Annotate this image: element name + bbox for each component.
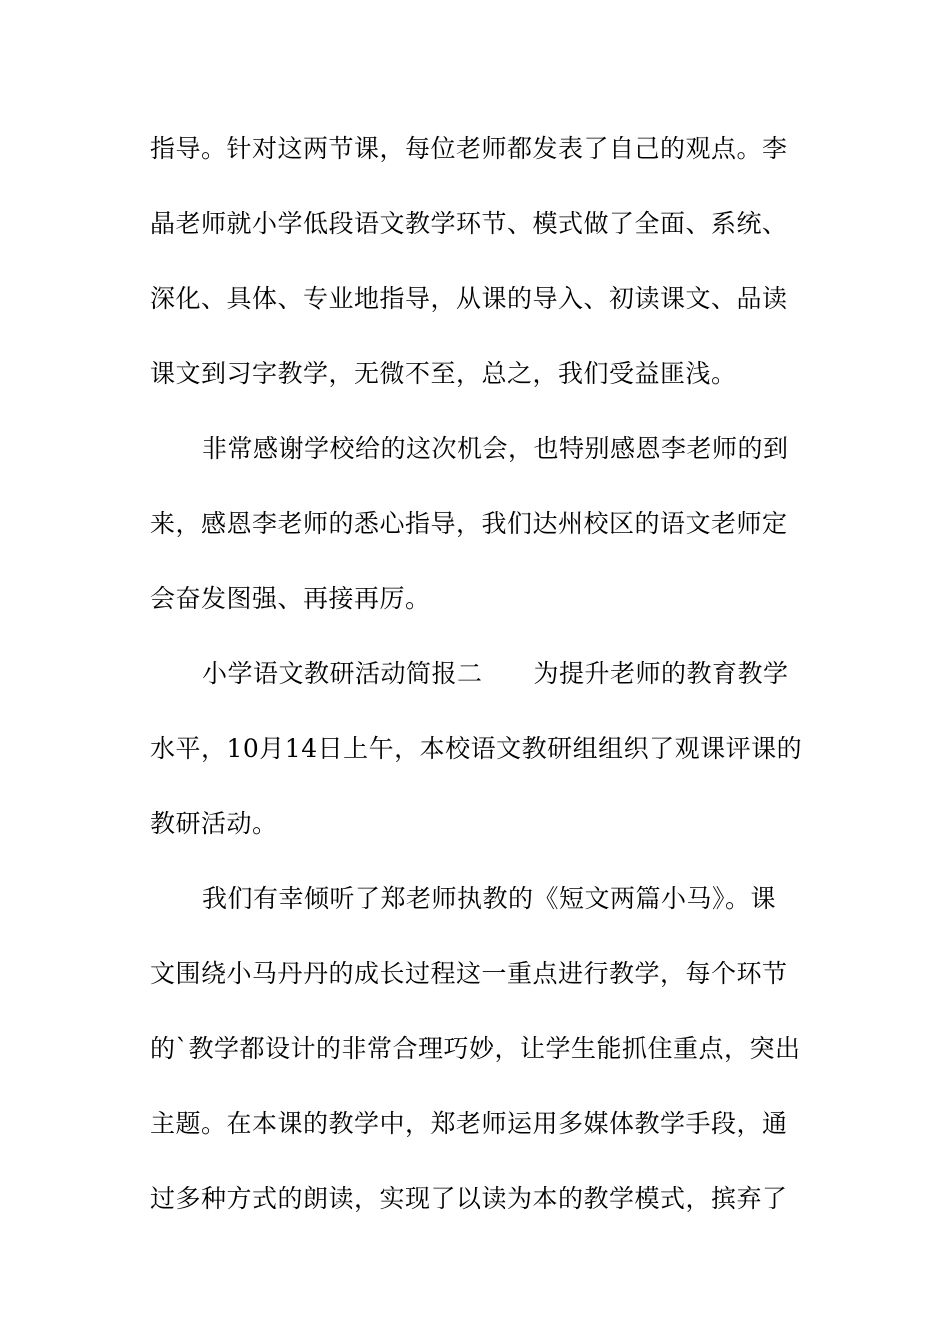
text-line: 我们有幸倾听了郑老师执教的《短文两篇小马》。课: [202, 884, 777, 913]
text-line: 水平，10月14日上午，本校语文教研组组织了观课评课的: [150, 734, 803, 763]
text-line: 小学语文教研活动简报二 为提升老师的教育教学: [202, 659, 789, 688]
text-line: 深化、具体、专业地指导，从课的导入、初读课文、品读: [150, 284, 788, 313]
text-line: 指导。针对这两节课，每位老师都发表了自己的观点。李: [150, 134, 788, 163]
text-line: 课文到习字教学，无微不至，总之，我们受益匪浅。: [150, 359, 737, 388]
text-line: 文围绕小马丹丹的成长过程这一重点进行教学，每个环节: [150, 959, 788, 988]
text-line: 主题。在本课的教学中，郑老师运用多媒体教学手段，通: [150, 1109, 788, 1138]
text-line: 来，感恩李老师的悉心指导，我们达州校区的语文老师定: [150, 509, 788, 538]
text-line: 过多种方式的朗读，实现了以读为本的教学模式，摈弃了: [150, 1184, 788, 1213]
text-line: 非常感谢学校给的这次机会，也特别感恩李老师的到: [202, 434, 789, 463]
text-line: 晶老师就小学低段语文教学环节、模式做了全面、系统、: [150, 209, 788, 238]
text-line: 会奋发图强、再接再厉。: [150, 584, 431, 613]
text-line: 教研活动。: [150, 809, 278, 838]
text-line: 的`教学都设计的非常合理巧妙，让学生能抓住重点，突出: [150, 1034, 801, 1063]
